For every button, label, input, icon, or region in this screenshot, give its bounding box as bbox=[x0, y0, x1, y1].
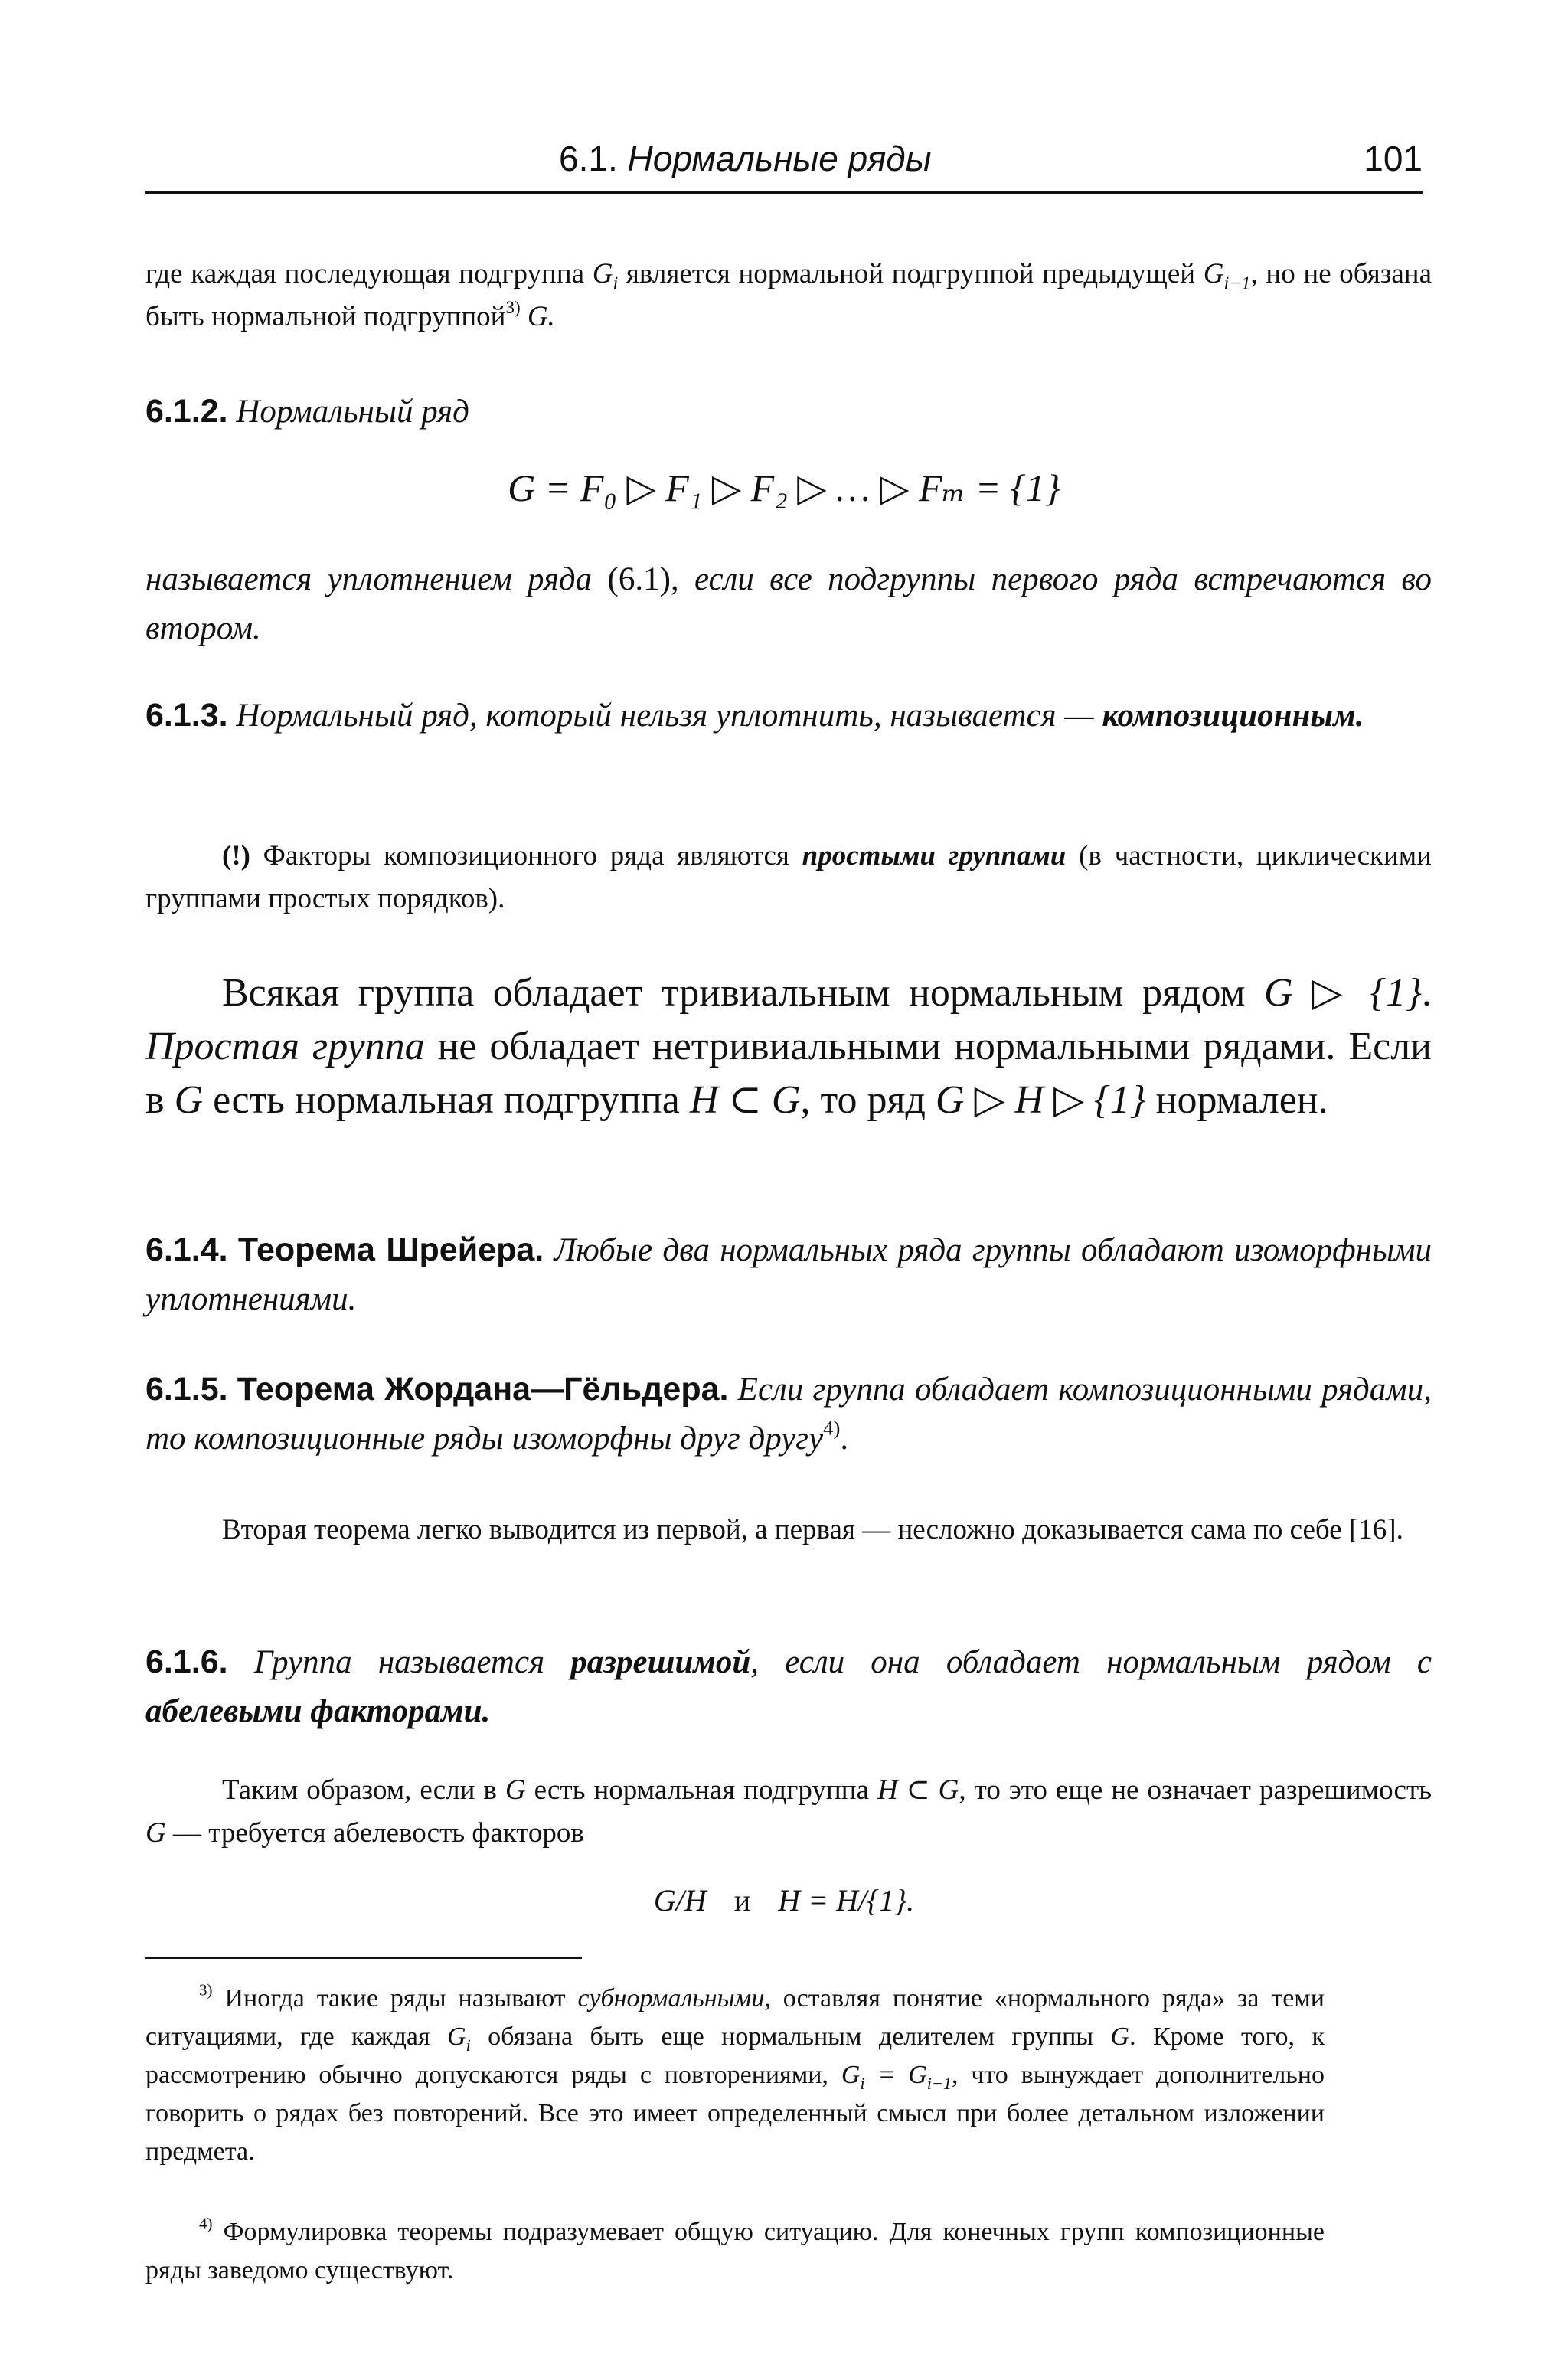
footnote-3: $^{3)}$ Иногда такие ряды называют субнормальными, оставляя понятие «нормального ряда» за теми ситуациями, где каждая $G_i$ обязана быть еще нормальным делителем группы G. Кроме того, к рассмотрению обычно допускаются ряды с повторениями, $G_i = G_{i-1}$, что вынуждает дополнительно говорить о рядах без повторений. Все это имеет определенный смысл при более детальном изложении предмета. bbox=[145, 1980, 1325, 2166]
footnote-4: $^{4)}$ Формулировка теоремы подразумевает общую ситуацию. Для конечных групп композиционные ряды заведомо существуют. bbox=[145, 2214, 1325, 2284]
definition-6-1-2-body: называется уплотнением ряда (6.1), если все подгруппы первого ряда встречаются во втором. bbox=[145, 561, 1432, 646]
footnote-ref-4: 4) bbox=[823, 1416, 841, 1440]
definition-6-1-3: 6.1.3. Нормальный ряд, который нельзя уплотнить, называется — композиционным. bbox=[145, 697, 1364, 734]
note-solvability: Таким образом, если в G есть нормальная подгруппа H ⊂ G, то это еще не означает разрешимость G — требуется абелевость факторов bbox=[145, 1774, 1432, 1849]
note-second-theorem: Вторая теорема легко выводится из первой, а первая — несложно доказывается сама по себе [16]. bbox=[222, 1514, 1403, 1545]
definition-6-1-2-heading: 6.1.2. Нормальный ряд bbox=[145, 393, 469, 430]
trivial-series-paragraph: Всякая группа обладает тривиальным нормальным рядом G ▷ {1}. Простая группа не обладает нетривиальными нормальными рядами. Если в G есть нормальная подгруппа H ⊂ G, то ряд G ▷ H ▷ {1} нормален. bbox=[145, 971, 1432, 1122]
header-section-title: Нормальные ряды bbox=[627, 139, 932, 178]
running-header bbox=[145, 130, 1423, 194]
schreier-theorem: 6.1.4. Теорема Шрейера. Любые два нормальных ряда группы обладают изоморфными уплотнениями. bbox=[145, 1231, 1432, 1317]
definition-6-1-6-solvable: 6.1.6. Группа называется разрешимой, если она обладает нормальным рядом с абелевыми факторами. bbox=[145, 1643, 1432, 1729]
note-composition-factors: (!) Факторы композиционного ряда являются простыми группами (в частности, циклическими группами простых порядков). bbox=[145, 840, 1432, 914]
normal-series-formula: G = F₀ ▷ F₁ ▷ F₂ ▷ … ▷ Fₘ = {1} bbox=[508, 466, 1060, 509]
footnote-separator bbox=[145, 1957, 582, 1959]
footnote-ref-3: 3) bbox=[505, 297, 521, 317]
header-section-number: 6.1. bbox=[559, 139, 618, 178]
header-title bbox=[559, 138, 932, 179]
page-number: 101 bbox=[1364, 139, 1423, 178]
factors-formula: G/H и H = H/{1}. bbox=[653, 1883, 915, 1918]
intro-paragraph: где каждая последующая подгруппа $G_i$ является нормальной подгруппой предыдущей $G_{i-1}$, но не обязана быть нормальной подгруппой$^{3)}$ G. bbox=[145, 258, 1432, 332]
jordan-holder-theorem: 6.1.5. Теорема Жордана—Гёльдера. Если группа обладает композиционными рядами, то композиционные ряды изоморфны друг другу$^{4)}$. bbox=[145, 1371, 1432, 1457]
